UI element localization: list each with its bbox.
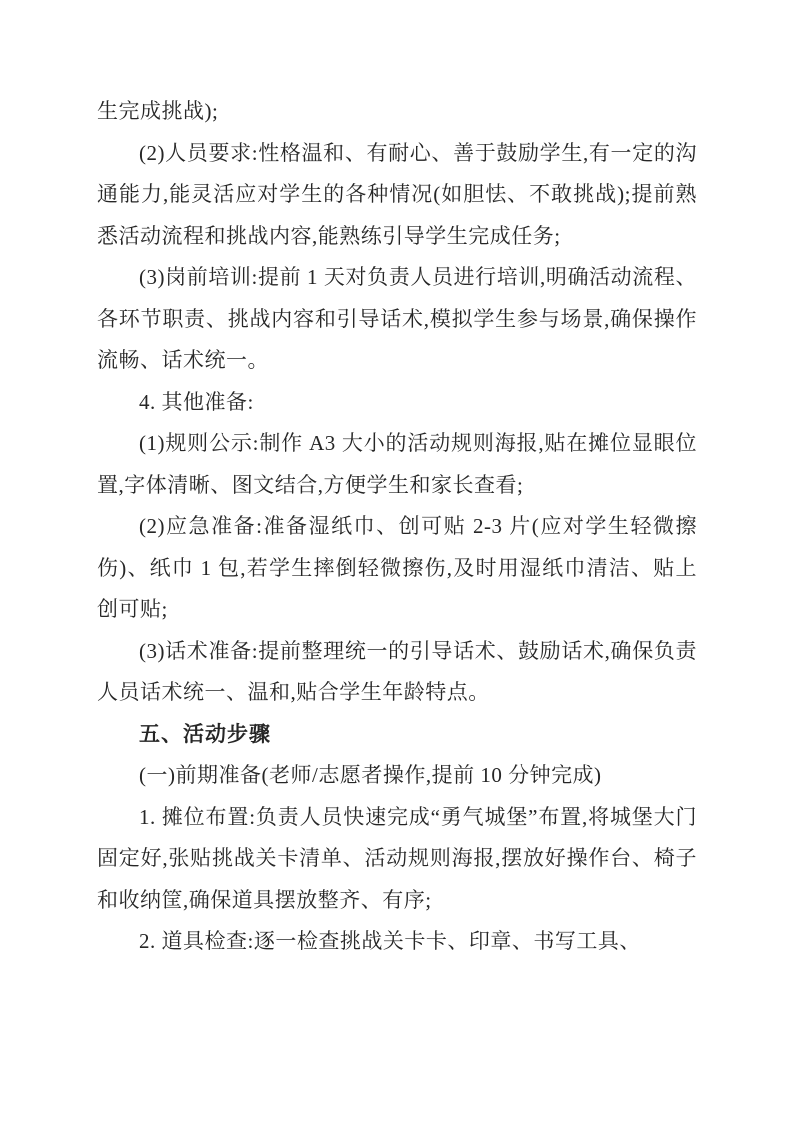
paragraph-other-preparation-title: 4. 其他准备: — [139, 389, 254, 414]
paragraph-personnel-requirements: (2)人员要求:性格温和、有耐心、善于鼓励学生,有一定的沟通能力,能灵活应对学生的各种情况(如胆怯、不敢挑战);提前熟悉活动流程和挑战内容,能熟练引导学生完成任务; — [97, 140, 697, 248]
paragraph-continuation: 生完成挑战); — [97, 99, 219, 123]
section-heading-activity-steps: 五、活动步骤 — [139, 721, 271, 746]
paragraph-emergency-preparation: (2)应急准备:准备湿纸巾、创可贴 2-3 片(应对学生轻微擦伤)、纸巾 1 包,若学生摔倒轻微擦伤,及时用湿纸巾清洁、贴上创可贴; — [97, 514, 697, 621]
paragraph-rules-publicity: (1)规则公示:制作 A3 大小的活动规则海报,贴在摊位显眼位置,字体清晰、图文结合,方便学生和家长查看; — [97, 431, 697, 497]
document-text-body[interactable] — [97, 91, 697, 963]
paragraph-booth-setup: 1. 摊位布置:负责人员快速完成“勇气城堡”布置,将城堡大门固定好,张贴挑战关卡清单、活动规则海报,摆放好操作台、椅子和收纳筐,确保道具摆放整齐、有序; — [97, 804, 697, 912]
paragraph-prop-check: 2. 道具检查:逐一检查挑战关卡卡、印章、书写工具、 — [139, 929, 641, 953]
paragraph-early-preparation-subtitle: (一)前期准备(老师/志愿者操作,提前 10 分钟完成) — [139, 763, 602, 787]
paragraph-script-preparation: (3)话术准备:提前整理统一的引导话术、鼓励话术,确保负责人员话术统一、温和,贴合学生年龄特点。 — [97, 638, 697, 704]
paragraph-pre-job-training: (3)岗前培训:提前 1 天对负责人员进行培训,明确活动流程、各环节职责、挑战内容和引导话术,模拟学生参与场景,确保操作流畅、话术统一。 — [97, 265, 697, 372]
